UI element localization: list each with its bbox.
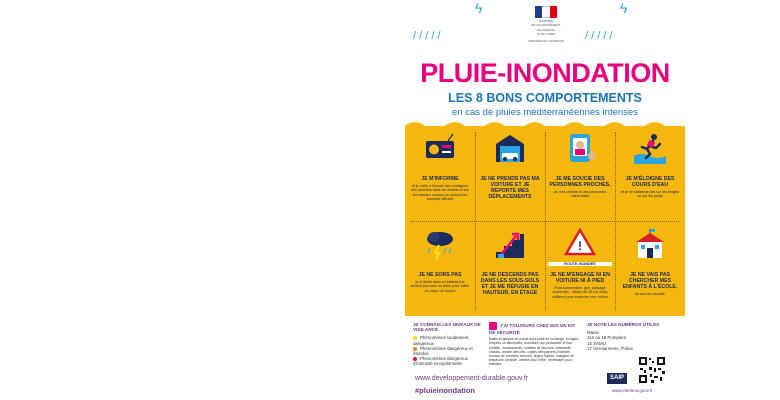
behavior-title: JE ME SOUCIE DES PERSONNES PROCHES, (549, 176, 611, 188)
behavior-card (405, 126, 475, 220)
lightning-icon: ϟ (620, 0, 628, 16)
poster-tagline: en cas de pluies méditerranéennes intenses (452, 107, 638, 118)
rain-drops-icon: / / / / / (585, 30, 613, 42)
vigilance-level (413, 346, 483, 356)
poster-subtitle: LES 8 BONS COMPORTEMENTS (448, 91, 642, 105)
behavior-detail: et je veille à l'écoute des consignes des autorités dans les médias et sur les réseaux sociaux en suivant les comptes officiels (411, 184, 469, 202)
poster-header (405, 0, 685, 126)
poster (405, 0, 685, 400)
lightning-icon: ϟ (475, 0, 483, 16)
school-icon (634, 228, 666, 260)
vigilance-label: Phénomènes localement dangereux (413, 335, 469, 346)
behavior-detail: ils sont en sécurité (635, 292, 665, 296)
ministry-line: DE L'ENVIRONNEMENT, (531, 24, 561, 28)
behavior-title: JE NE SORS PAS (418, 272, 462, 278)
ministry-line: MINISTÈRE DE L'INTÉRIEUR (528, 39, 564, 43)
poster-title: PLUIE-INONDATION (420, 58, 670, 88)
behavior-card (475, 126, 545, 220)
behaviors-grid (405, 126, 685, 316)
first-aid-kit-icon (489, 322, 497, 330)
garage-car-icon (494, 132, 526, 164)
vigilance-label: Phénomènes dangereux et étendus (413, 345, 473, 357)
behavior-card (545, 222, 615, 316)
footer-hashtag: #pluieinondation (415, 386, 475, 395)
route-inondee-icon (564, 228, 596, 260)
behavior-title: JE NE VAIS PAS CHERCHER MES ENFANTS À L'ÉCOLE, (622, 272, 678, 290)
numbers-block (587, 322, 677, 351)
ministry-line: DE L'ÉNERGIE (537, 28, 555, 32)
french-flag-logo (535, 6, 557, 18)
number-line: Mairie (587, 330, 599, 336)
behavior-detail: je m'abrite dans un bâtiment et surtout pas sous un arbre pour éviter un risque de foudre (410, 280, 470, 293)
vigilance-level (413, 356, 483, 366)
ministry-line: ET DE LA MER (537, 33, 555, 37)
saip-logo: SAIP (607, 373, 627, 384)
svg-text:!: ! (578, 239, 582, 253)
rain-drops-icon: / / / / / (413, 30, 441, 42)
kit-heading (489, 322, 579, 335)
number-line: 112 ou 18 Pompiers (587, 335, 626, 341)
storm-cloud-icon (424, 228, 456, 260)
radio-icon (424, 132, 456, 164)
phone-call-icon (564, 132, 596, 164)
behavior-card (615, 222, 685, 316)
vigilance-level (413, 335, 483, 345)
qr-code-icon[interactable] (638, 356, 666, 384)
behavior-card (475, 222, 545, 316)
numbers-heading: JE NOTE LES NUMÉROS UTILES (587, 322, 660, 327)
ministry-line: MINISTÈRE (538, 20, 554, 23)
vigilance-heading: JE CONNAIS LES NIVEAUX DE VIGILANCE (413, 322, 481, 333)
kit-heading-text: J'AI TOUJOURS CHEZ MOI UN KIT DE SÉCURITÉ (489, 323, 576, 335)
behavior-card (615, 126, 685, 220)
footer-url-right[interactable]: www.interieur.gouv.fr (612, 388, 653, 393)
behavior-detail: de mes voisins et des personnes vulnérables (553, 190, 607, 199)
number-line: 15 SAMU (587, 340, 606, 346)
kit-block (489, 322, 579, 367)
behavior-card (545, 126, 615, 220)
behavior-detail: Pont submersible, gué, passage souterrain... Moins de 30 cm d'eau suffisent pour emporter une voiture (552, 286, 608, 299)
behavior-detail: et je ne stationne pas sur les berges ou sur les ponts (621, 190, 679, 199)
behavior-title: JE NE PRENDS PAS MA VOITURE ET JE REPORTE MES DÉPLACEMENTS (480, 176, 540, 200)
running-person-icon (634, 132, 666, 164)
behavior-card (405, 222, 475, 316)
behavior-title: JE M'INFORME (421, 176, 459, 182)
vigilance-label: Phénomènes dangereux d'intensité exceptionnelle (413, 356, 468, 367)
vigilance-block (413, 322, 483, 367)
behavior-title: JE NE M'ENGAGE NI EN VOITURE NI À PIED (550, 272, 610, 284)
footer-url-left[interactable]: www.developpement-durable.gouv.fr (415, 375, 529, 382)
stairs-up-icon (494, 228, 526, 260)
ministry-block (517, 20, 575, 44)
route-sign-label: ROUTE INONDÉE (548, 262, 612, 266)
behavior-title: JE M'ÉLOIGNE DES COURS D'EAU (625, 176, 675, 188)
number-line: 17 Gendarmerie, Police (587, 345, 634, 351)
kit-text: Radio et lampes de poche avec piles de rechange, bougies, briquets ou allumettes, nourriture non périssable et eau potable, médicaments, lunettes de secours, vêtements chauds, double des clés, copies des papiers d'identité, trousse de premiers secours, argent liquide, chargeur de téléphone portable, articles pour bébé, nécessaire pour animaux (489, 337, 579, 367)
behavior-title: JE NE DESCENDS PAS DANS LES SOUS-SOLS ET JE ME RÉFUGIE EN HAUTEUR, EN ÉTAGE (480, 272, 540, 296)
